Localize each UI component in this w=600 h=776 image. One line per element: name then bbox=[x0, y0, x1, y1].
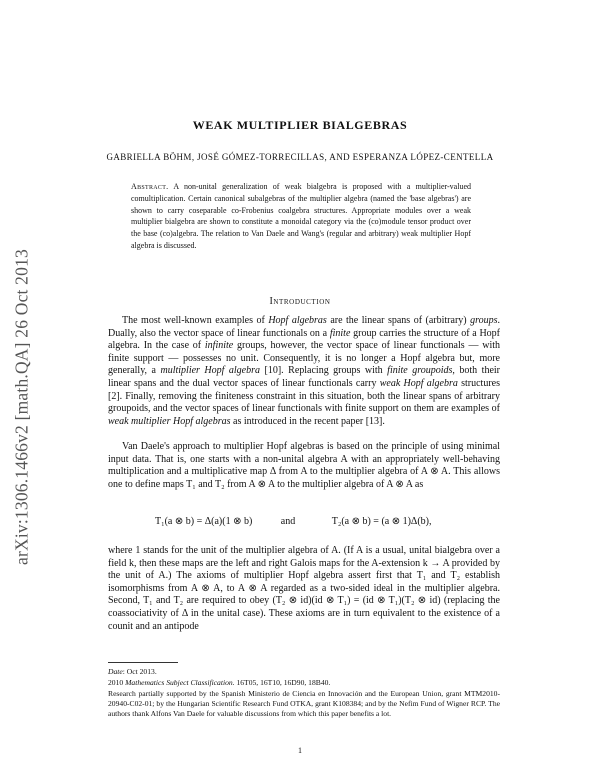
msc-year: 2010 bbox=[108, 678, 126, 687]
footnote-msc bbox=[108, 678, 500, 688]
footnote-rule bbox=[108, 662, 178, 663]
arxiv-identifier-stamp bbox=[8, 182, 36, 632]
emphasis: finite groupoids bbox=[387, 365, 453, 377]
page-number: 1 bbox=[298, 746, 302, 755]
emphasis: finite bbox=[329, 327, 351, 339]
author-list: GABRIELLA BÖHM, JOSÉ GÓMEZ-TORRECILLAS, AND ESPERANZA LÓPEZ-CENTELLA bbox=[106, 152, 494, 162]
text-run: are the linear spans of (arbitrary) bbox=[326, 315, 471, 326]
intro-paragraph-3: where 1 stands for the unit of the multiplier algebra of A. (If A is a usual, unital bialgebra over a field k, then these maps are the left and right Galois maps for the A-extension k → A provided by the unit of A.) The axioms of multiplier Hopf algebra assert first that T₁ and T₂ establish isomorphisms from A ⊗ A, to A ⊗ A regarded as a two-sided ideal in the multiplier algebra. Second, T₁ and T₂ are required to obey (T₂ ⊗ id)(id ⊗ T₁) = (id ⊗ T₁)(T₂ ⊗ id) (replacing the coassociativity of Δ in the unital case). These axioms are in turn equivalent to the existence of a counit and an antipode bbox=[108, 545, 500, 632]
text-run: as introduced in the recent paper [13]. bbox=[230, 415, 385, 427]
abstract-label: Abstract. bbox=[131, 182, 169, 191]
emphasis: Hopf algebras bbox=[268, 315, 327, 326]
text-run: , both their linear spans and the dual vector spaces of linear functionals carry bbox=[108, 365, 500, 389]
text-run: . Dually, also the vector space of linear functionals on a bbox=[108, 315, 501, 339]
intro-paragraph-2: Van Daele's approach to multiplier Hopf algebras is based on the principle of using minimal input data. That is, one starts with a non-unital algebra A with an appropriately well-behaving multiplication and a multiplicative map Δ from A to the multiplier algebra of A ⊗ A. This allows one to define maps T₁ and T₂ from A ⊗ A to the multiplier algebra of A ⊗ A as bbox=[108, 441, 500, 490]
msc-label: Mathematics Subject Classification. bbox=[125, 678, 235, 687]
emphasis: multiplier Hopf algebra bbox=[160, 365, 261, 377]
emphasis: groups bbox=[470, 315, 498, 326]
msc-value: 16T05, 16T10, 16D90, 18B40. bbox=[234, 678, 331, 687]
text-run: groups, however, the vector space of linear functionals — with finite support — possesses no unit. Consequently, it is no longer a Hopf algebra but, more generally, a bbox=[108, 340, 500, 377]
emphasis: weak multiplier Hopf algebras bbox=[108, 415, 231, 427]
text-run: The most well-known examples of bbox=[122, 315, 269, 326]
text-run: [10]. Replacing groups with bbox=[260, 365, 388, 377]
emphasis: infinite bbox=[204, 340, 234, 352]
emphasis: weak Hopf algebra bbox=[379, 377, 458, 389]
equation-conjunction: and bbox=[280, 516, 296, 527]
abstract bbox=[131, 181, 471, 252]
footnote-support: Research partially supported by the Spanish Ministerio de Ciencia en Innovación and the European Union, grant MTM2010-20940-C02-01; by the Hungarian Scientific Research Fund OTKA, grant K108384; and by the Nefim Fund of Wigner RCP. The authors thank Alfons Van Daele for valuable discussions from which this paper benefits a lot. bbox=[108, 689, 500, 719]
arxiv-stamp-text: arXiv:1306.1466v2 [math.QA] 26 Oct 2013 bbox=[11, 249, 32, 565]
paper-title: WEAK MULTIPLIER BIALGEBRAS bbox=[192, 118, 408, 132]
equation-left: T₁(a ⊗ b) = Δ(a)(1 ⊗ b) bbox=[155, 516, 253, 527]
date-label: Date bbox=[108, 667, 123, 676]
text-run: group carries the structure of a Hopf algebra. In the case of bbox=[108, 327, 500, 352]
displayed-equation bbox=[155, 516, 432, 527]
equation-right: T₂(a ⊗ b) = (a ⊗ 1)Δ(b), bbox=[331, 516, 432, 527]
footnote-date bbox=[108, 667, 500, 677]
text-run: structures [2]. Finally, removing the finiteness constraint in this situation, both the linear spans of arbitrary groupoids, and the vector spaces of linear functionals with finite support on them are examples of bbox=[108, 377, 500, 415]
date-value: : Oct 2013. bbox=[122, 667, 157, 676]
abstract-text: A non-unital generalization of weak bialgebra is proposed with a multiplier-valued comultiplication. Certain canonical subalgebras of the multiplier algebra (named the 'base algebras') are shown to carry coseparable co-Frobenius coalgebra structures. Appropriate modules over a weak multiplier bialgebra are shown to constitute a monoidal category via the (co)module tensor product over the base (co)algebra. The relation to Van Daele and Wang's (regular and arbitrary) weak multiplier Hopf algebra is discussed. bbox=[131, 182, 471, 250]
section-heading-introduction: Introduction bbox=[269, 296, 331, 307]
intro-paragraph-1 bbox=[108, 315, 500, 428]
